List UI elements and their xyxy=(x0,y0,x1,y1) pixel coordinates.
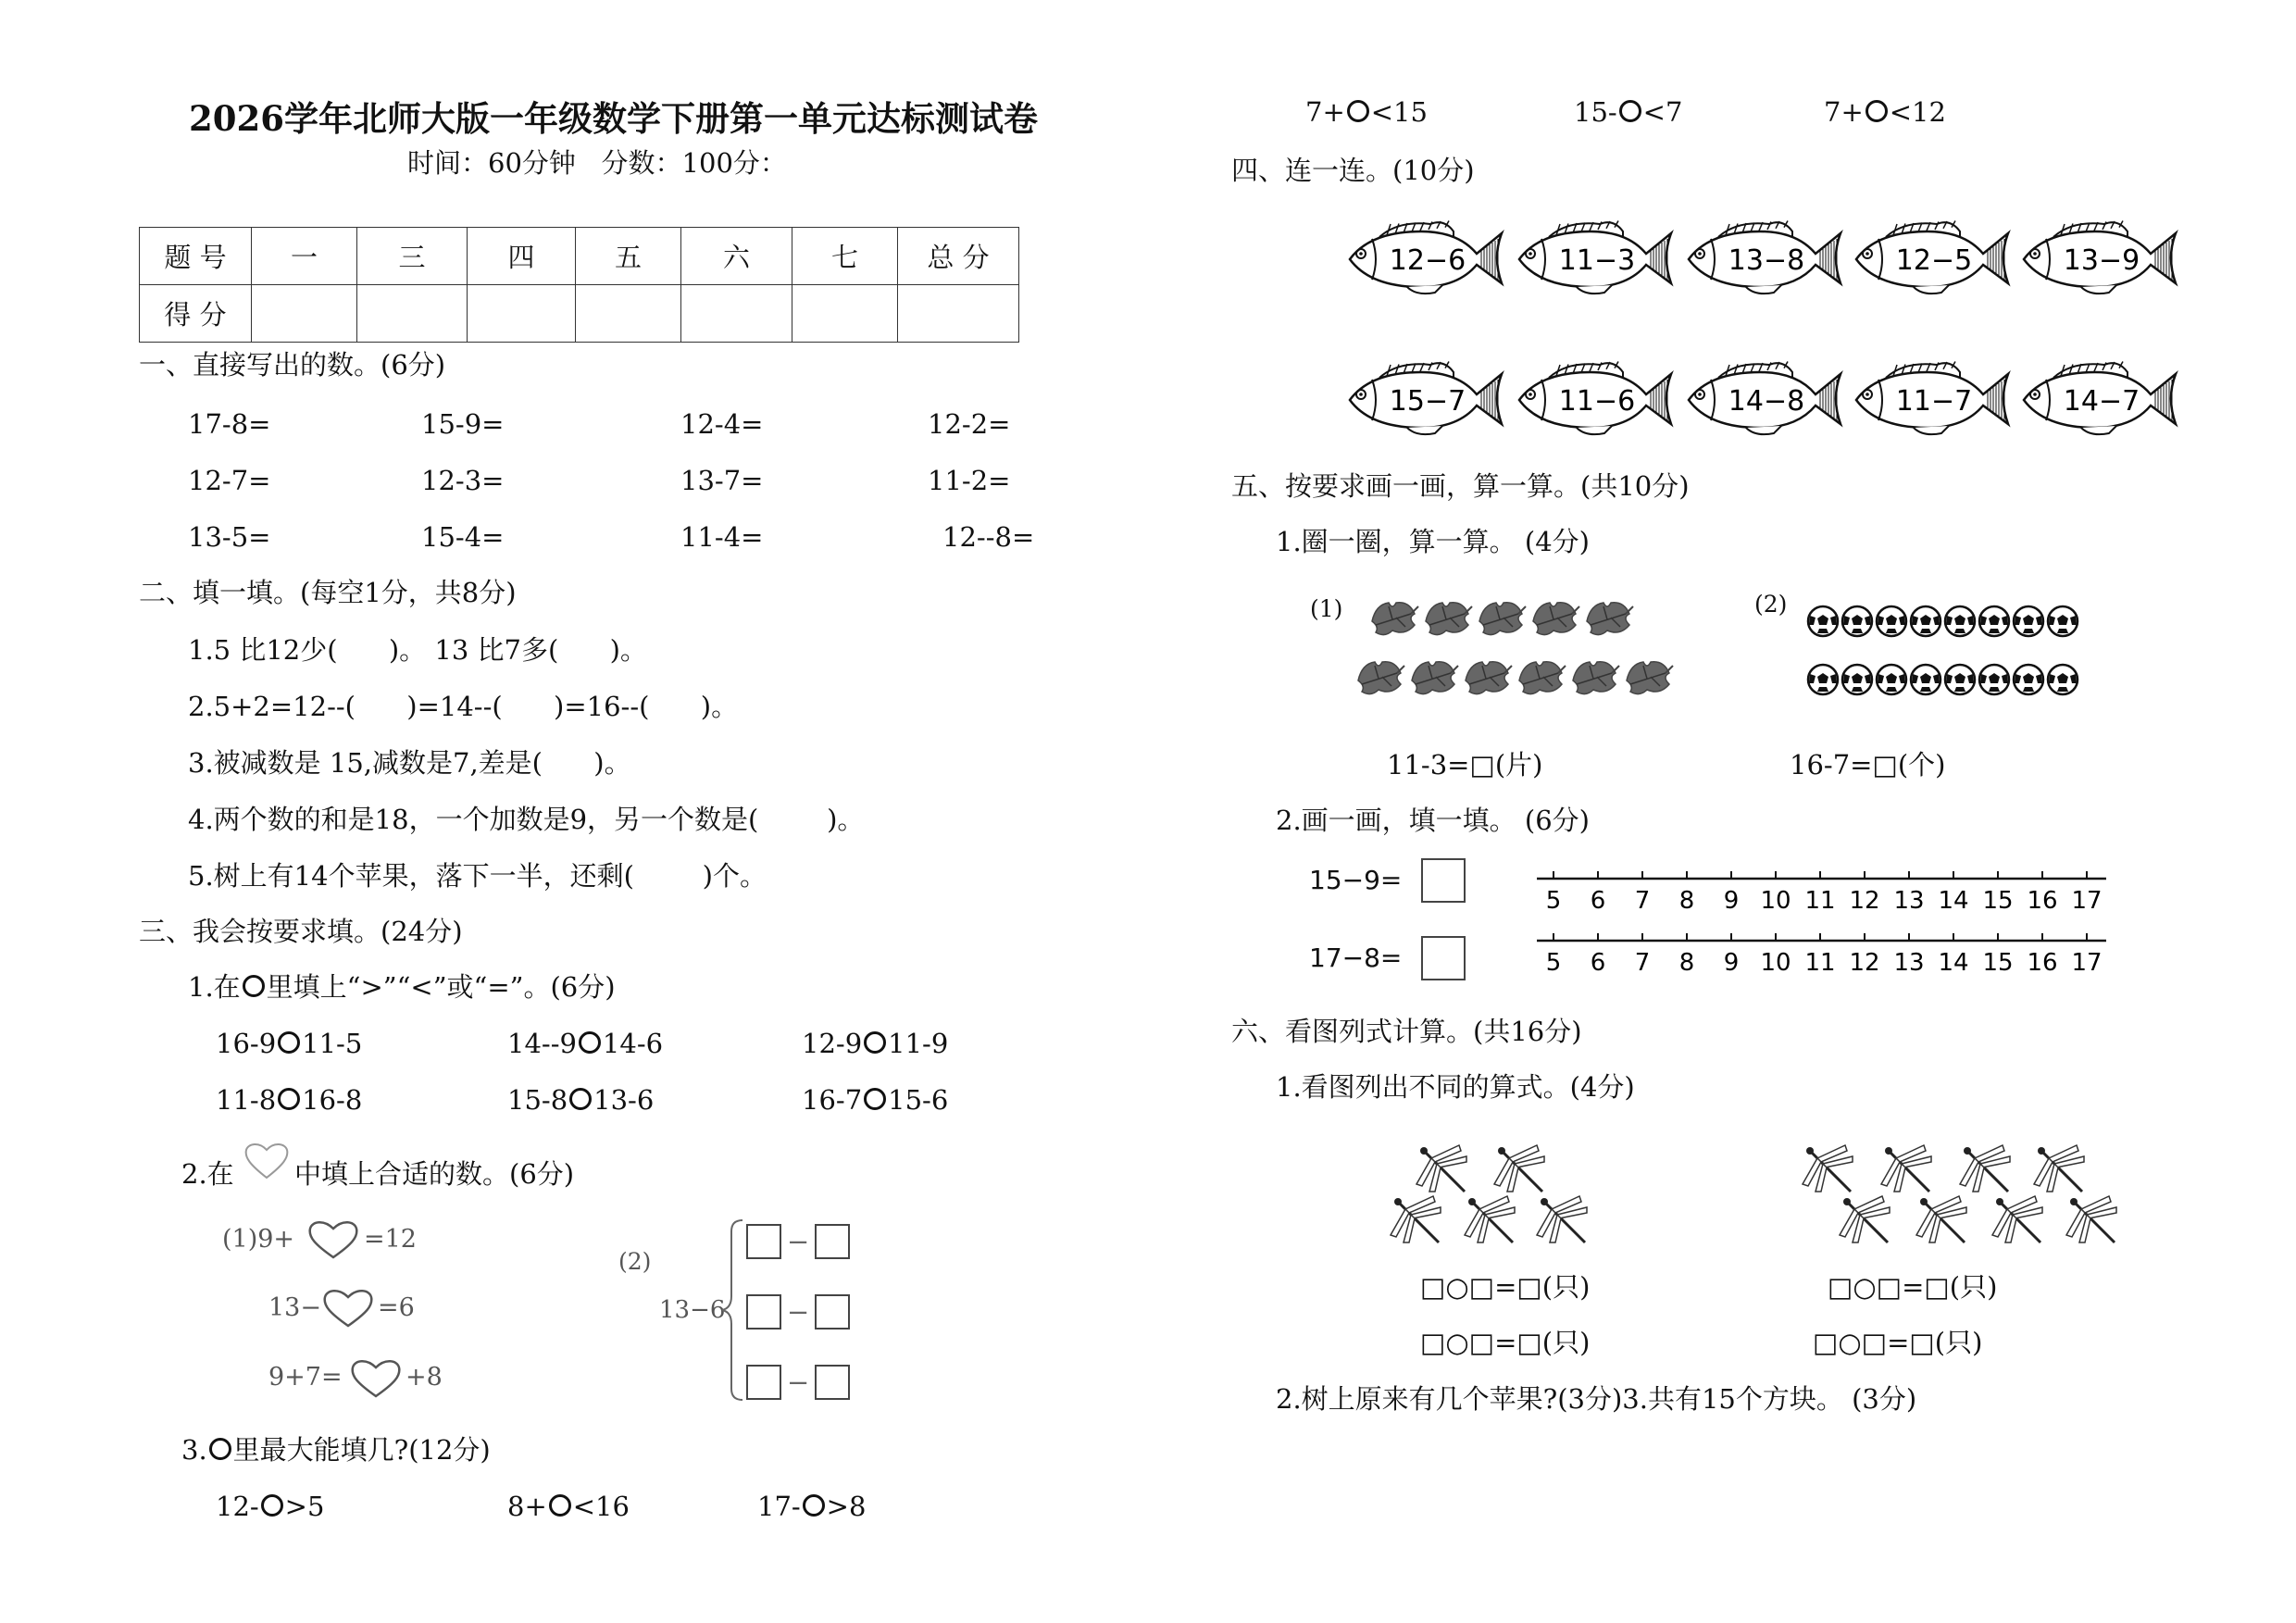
score-header: 三 xyxy=(357,228,468,285)
exam-info: 时间：60分钟 分数：100分： xyxy=(407,147,787,179)
section4-title: 四、连一连。(10分) xyxy=(1231,155,1475,186)
calc-item: 13-7= xyxy=(680,465,764,496)
blank-circle[interactable] xyxy=(864,1088,886,1110)
tick-label: 12 xyxy=(1849,887,1880,915)
fish-label: 12−5 xyxy=(1895,244,1973,277)
fish-label: 12−6 xyxy=(1389,244,1466,277)
q6-eq: □○□=□(只) xyxy=(1813,1327,1983,1358)
leaf-icon xyxy=(1462,656,1514,701)
tick-label: 10 xyxy=(1760,887,1791,915)
q3-2-1-eq3b: +8 xyxy=(406,1363,443,1392)
fish-card[interactable] xyxy=(1512,218,1674,297)
score-header: 六 xyxy=(681,228,792,285)
max-fill-item: 17- >8 xyxy=(757,1491,867,1522)
heart-blank[interactable] xyxy=(306,1218,361,1261)
leaf-icon xyxy=(1529,597,1581,642)
answer-box[interactable] xyxy=(815,1224,850,1259)
circle-icon xyxy=(243,975,265,997)
calc-item: 12-2= xyxy=(928,408,1011,440)
q3-1-title: 1.在 里填上“>”“<”或“=”。(6分) xyxy=(188,971,616,1003)
compare-item: 16-7 15-6 xyxy=(802,1084,949,1116)
blank-circle[interactable] xyxy=(1347,100,1369,122)
box-pair: − xyxy=(746,1294,850,1330)
page-title: 2026学年北师大版一年级数学下册第一单元达标测试卷 xyxy=(189,98,1038,139)
leaf-icon xyxy=(1583,597,1635,642)
soccer-ball-icon xyxy=(1978,663,2011,696)
q6-1-title: 1.看图列出不同的算式。(4分) xyxy=(1276,1071,1635,1103)
box-pair: − xyxy=(746,1365,850,1400)
number-line xyxy=(1537,875,2111,921)
soccer-ball-icon xyxy=(1875,605,1908,638)
dragonfly-icon xyxy=(1958,1143,2015,1197)
heart-blank[interactable] xyxy=(320,1287,376,1330)
tick-label: 16 xyxy=(2027,887,2058,915)
tick-label: 8 xyxy=(1678,949,1695,977)
score-table xyxy=(139,227,1019,343)
fish-label: 11−6 xyxy=(1558,385,1636,418)
score-cell[interactable] xyxy=(792,285,898,343)
score-cell[interactable] xyxy=(252,285,357,343)
soccer-ball-icon xyxy=(1909,605,1942,638)
fill-question: 4.两个数的和是18，一个加数是9，另一个数是( )。 xyxy=(188,804,865,835)
fish-card[interactable] xyxy=(2016,359,2178,438)
q5-1-label2: (2) xyxy=(1754,591,1788,618)
q6-eq: □○□=□(只) xyxy=(1420,1271,1591,1303)
dragonfly-icon xyxy=(1838,1194,1895,1248)
tick-label: 5 xyxy=(1545,887,1562,915)
tick-label: 9 xyxy=(1723,887,1740,915)
answer-box[interactable] xyxy=(746,1365,781,1400)
soccer-ball-icon xyxy=(1841,605,1874,638)
circle-icon xyxy=(209,1438,231,1460)
q3-2-title-a: 2.在 xyxy=(181,1158,234,1190)
q5-2-eqA: 15−9= xyxy=(1309,865,1403,895)
fish-label: 15−7 xyxy=(1389,385,1466,418)
score-header: 七 xyxy=(792,228,898,285)
calc-item: 17-8= xyxy=(188,408,271,440)
q3-2-1-eq2a: 13− xyxy=(268,1293,321,1322)
calc-item: 12-4= xyxy=(680,408,764,440)
soccer-ball-icon xyxy=(1875,663,1908,696)
score-cell[interactable] xyxy=(468,285,576,343)
blank-circle[interactable] xyxy=(261,1494,283,1517)
tick-label: 7 xyxy=(1634,887,1651,915)
max-fill-item: 15- <7 xyxy=(1574,96,1683,128)
q3-2-2-expr: 13−6 xyxy=(659,1296,726,1324)
tick-label: 8 xyxy=(1678,887,1695,915)
tick-label: 6 xyxy=(1590,949,1606,977)
leaf-icon xyxy=(1408,656,1460,701)
q3-2-1-eq3a: 9+7= xyxy=(268,1363,343,1392)
tick-label: 6 xyxy=(1590,887,1606,915)
dragonfly-icon xyxy=(1389,1194,1446,1248)
tick-label: 15 xyxy=(1982,887,2014,915)
heart-blank[interactable] xyxy=(348,1357,404,1400)
max-fill-item: 8+ <16 xyxy=(507,1491,630,1522)
soccer-ball-icon xyxy=(2012,605,2045,638)
dragonfly-icon xyxy=(1535,1194,1592,1248)
blank-circle[interactable] xyxy=(278,1088,300,1110)
calc-item: 11-2= xyxy=(928,465,1011,496)
section6-title: 六、看图列式计算。(共16分) xyxy=(1231,1016,1582,1047)
tick-label: 14 xyxy=(1938,949,1969,977)
calc-item: 12-7= xyxy=(188,465,271,496)
leaf-icon xyxy=(1569,656,1621,701)
soccer-ball-icon xyxy=(2012,663,2045,696)
tick-label: 16 xyxy=(2027,949,2058,977)
tick-label: 7 xyxy=(1634,949,1651,977)
fish-label: 13−9 xyxy=(2063,244,2140,277)
q6-eq: □○□=□(只) xyxy=(1420,1327,1591,1358)
q3-2-1-label: (1)9+ xyxy=(222,1225,295,1254)
soccer-ball-icon xyxy=(2046,605,2079,638)
leaf-icon xyxy=(1476,597,1528,642)
dragonfly-icon xyxy=(1492,1143,1550,1197)
tick-label: 5 xyxy=(1545,949,1562,977)
score-header: 一 xyxy=(252,228,357,285)
fish-card[interactable] xyxy=(1342,218,1504,297)
section3-title: 三、我会按要求填。(24分) xyxy=(139,916,463,947)
q6-2-3-title: 2.树上原来有几个苹果?(3分)3.共有15个方块。 (3分) xyxy=(1276,1383,1917,1415)
tick-label: 15 xyxy=(1982,949,2014,977)
q5-1-title: 1.圈一圈，算一算。 (4分) xyxy=(1276,526,1590,557)
blank-circle[interactable] xyxy=(549,1494,571,1517)
fill-question: 2.5+2=12--( )=14--( )=16--( )。 xyxy=(188,691,739,722)
soccer-ball-icon xyxy=(1841,663,1874,696)
max-fill-item: 12- >5 xyxy=(216,1491,325,1522)
score-label: 得 分 xyxy=(140,285,252,343)
calc-item: 15-4= xyxy=(421,521,505,553)
fill-question: 3.被减数是 15,减数是7,差是( )。 xyxy=(188,747,631,779)
fish-card[interactable] xyxy=(1849,218,2011,297)
number-line xyxy=(1537,937,2111,983)
leaf-icon xyxy=(1368,597,1420,642)
answer-box[interactable] xyxy=(1421,858,1466,903)
calc-item: 12-3= xyxy=(421,465,505,496)
q3-2-1-eq1: =12 xyxy=(364,1225,417,1254)
dragonfly-icon xyxy=(2065,1194,2122,1248)
leaf-icon xyxy=(1516,656,1567,701)
dragonfly-icon xyxy=(1915,1194,1972,1248)
score-header: 四 xyxy=(468,228,576,285)
box-pair: − xyxy=(746,1224,850,1259)
soccer-ball-icon xyxy=(1806,605,1840,638)
tick-label: 12 xyxy=(1849,949,1880,977)
q6-eq: □○□=□(只) xyxy=(1828,1271,1998,1303)
q3-2-2-label: (2) xyxy=(618,1248,652,1275)
blank-circle[interactable] xyxy=(278,1031,300,1054)
fish-card[interactable] xyxy=(1681,359,1843,438)
blank-circle[interactable] xyxy=(1866,100,1888,122)
q3-3-title: 3. 里最大能填几?(12分) xyxy=(181,1434,491,1466)
section5-title: 五、按要求画一画，算一算。(共10分) xyxy=(1231,470,1690,502)
answer-box[interactable] xyxy=(1421,936,1466,980)
tick-label: 14 xyxy=(1938,887,1969,915)
compare-item: 11-8 16-8 xyxy=(216,1084,363,1116)
blank-circle[interactable] xyxy=(864,1031,886,1054)
blank-circle[interactable] xyxy=(579,1031,601,1054)
q5-1-label1: (1) xyxy=(1310,595,1343,622)
leaf-icon xyxy=(1422,597,1474,642)
tick-label: 17 xyxy=(2071,949,2103,977)
tick-label: 13 xyxy=(1893,949,1925,977)
section2-title: 二、填一填。(每空1分，共8分) xyxy=(139,577,517,608)
tick-label: 11 xyxy=(1804,887,1836,915)
dragonfly-icon xyxy=(1415,1143,1472,1197)
tick-label: 13 xyxy=(1893,887,1925,915)
answer-box[interactable] xyxy=(815,1365,850,1400)
answer-box[interactable] xyxy=(746,1294,781,1330)
dragonfly-icon xyxy=(2032,1143,2090,1197)
score-cell[interactable] xyxy=(898,285,1019,343)
score-cell[interactable] xyxy=(681,285,792,343)
tick-label: 10 xyxy=(1760,949,1791,977)
score-header: 题 号 xyxy=(140,228,252,285)
answer-box[interactable] xyxy=(746,1224,781,1259)
score-cell[interactable] xyxy=(357,285,468,343)
compare-item: 15-8 13-6 xyxy=(507,1084,655,1116)
answer-box[interactable] xyxy=(815,1294,850,1330)
compare-item: 14--9 14-6 xyxy=(507,1028,664,1059)
heart-icon xyxy=(243,1141,291,1181)
q5-1-eq1: 11-3=□(片) xyxy=(1387,749,1543,780)
fish-card[interactable] xyxy=(2016,218,2178,297)
calc-item: 15-9= xyxy=(421,408,505,440)
soccer-ball-icon xyxy=(1978,605,2011,638)
q3-2-title-b: 中填上合适的数。(6分) xyxy=(294,1158,575,1190)
score-header: 五 xyxy=(576,228,681,285)
dragonfly-icon xyxy=(1463,1194,1520,1248)
tick-label: 9 xyxy=(1723,949,1740,977)
compare-item: 16-9 11-5 xyxy=(216,1028,363,1059)
fish-label: 11−3 xyxy=(1558,244,1636,277)
fish-card[interactable] xyxy=(1849,359,2011,438)
soccer-ball-icon xyxy=(1943,663,1977,696)
soccer-ball-icon xyxy=(2046,663,2079,696)
soccer-ball-icon xyxy=(1943,605,1977,638)
score-cell[interactable] xyxy=(576,285,681,343)
blank-circle[interactable] xyxy=(569,1088,592,1110)
max-fill-item: 7+ <12 xyxy=(1824,96,1946,128)
fish-card[interactable] xyxy=(1681,218,1843,297)
calc-item: 13-5= xyxy=(188,521,271,553)
q5-1-eq2: 16-7=□(个) xyxy=(1790,749,1946,780)
fish-label: 14−8 xyxy=(1728,385,1805,418)
fill-question: 5.树上有14个苹果，落下一半，还剩( )个。 xyxy=(188,860,767,892)
dragonfly-icon xyxy=(1879,1143,1937,1197)
fish-card[interactable] xyxy=(1512,359,1674,438)
leaf-icon xyxy=(1354,656,1406,701)
blank-circle[interactable] xyxy=(803,1494,825,1517)
fill-question: 1.5 比12少( )。 13 比7多( )。 xyxy=(188,634,647,666)
calc-item: 11-4= xyxy=(680,521,764,553)
dragonfly-icon xyxy=(1990,1194,2048,1248)
fish-label: 13−8 xyxy=(1728,244,1805,277)
fish-label: 11−7 xyxy=(1895,385,1973,418)
calc-item: 12--8= xyxy=(942,521,1035,553)
tick-label: 17 xyxy=(2071,887,2103,915)
soccer-ball-icon xyxy=(1909,663,1942,696)
q5-2-title: 2.画一画，填一填。 (6分) xyxy=(1276,805,1590,836)
section1-title: 一、直接写出的数。(6分) xyxy=(139,349,446,381)
blank-circle[interactable] xyxy=(1619,100,1641,122)
tick-label: 11 xyxy=(1804,949,1836,977)
score-header: 总 分 xyxy=(898,228,1019,285)
soccer-ball-icon xyxy=(1806,663,1840,696)
fish-label: 14−7 xyxy=(2063,385,2140,418)
dragonfly-icon xyxy=(1801,1143,1858,1197)
leaf-icon xyxy=(1623,656,1675,701)
q3-2-1-eq2b: =6 xyxy=(378,1293,415,1322)
compare-item: 12-9 11-9 xyxy=(802,1028,949,1059)
fish-card[interactable] xyxy=(1342,359,1504,438)
q5-2-eqB: 17−8= xyxy=(1309,943,1403,973)
max-fill-item: 7+ <15 xyxy=(1305,96,1428,128)
